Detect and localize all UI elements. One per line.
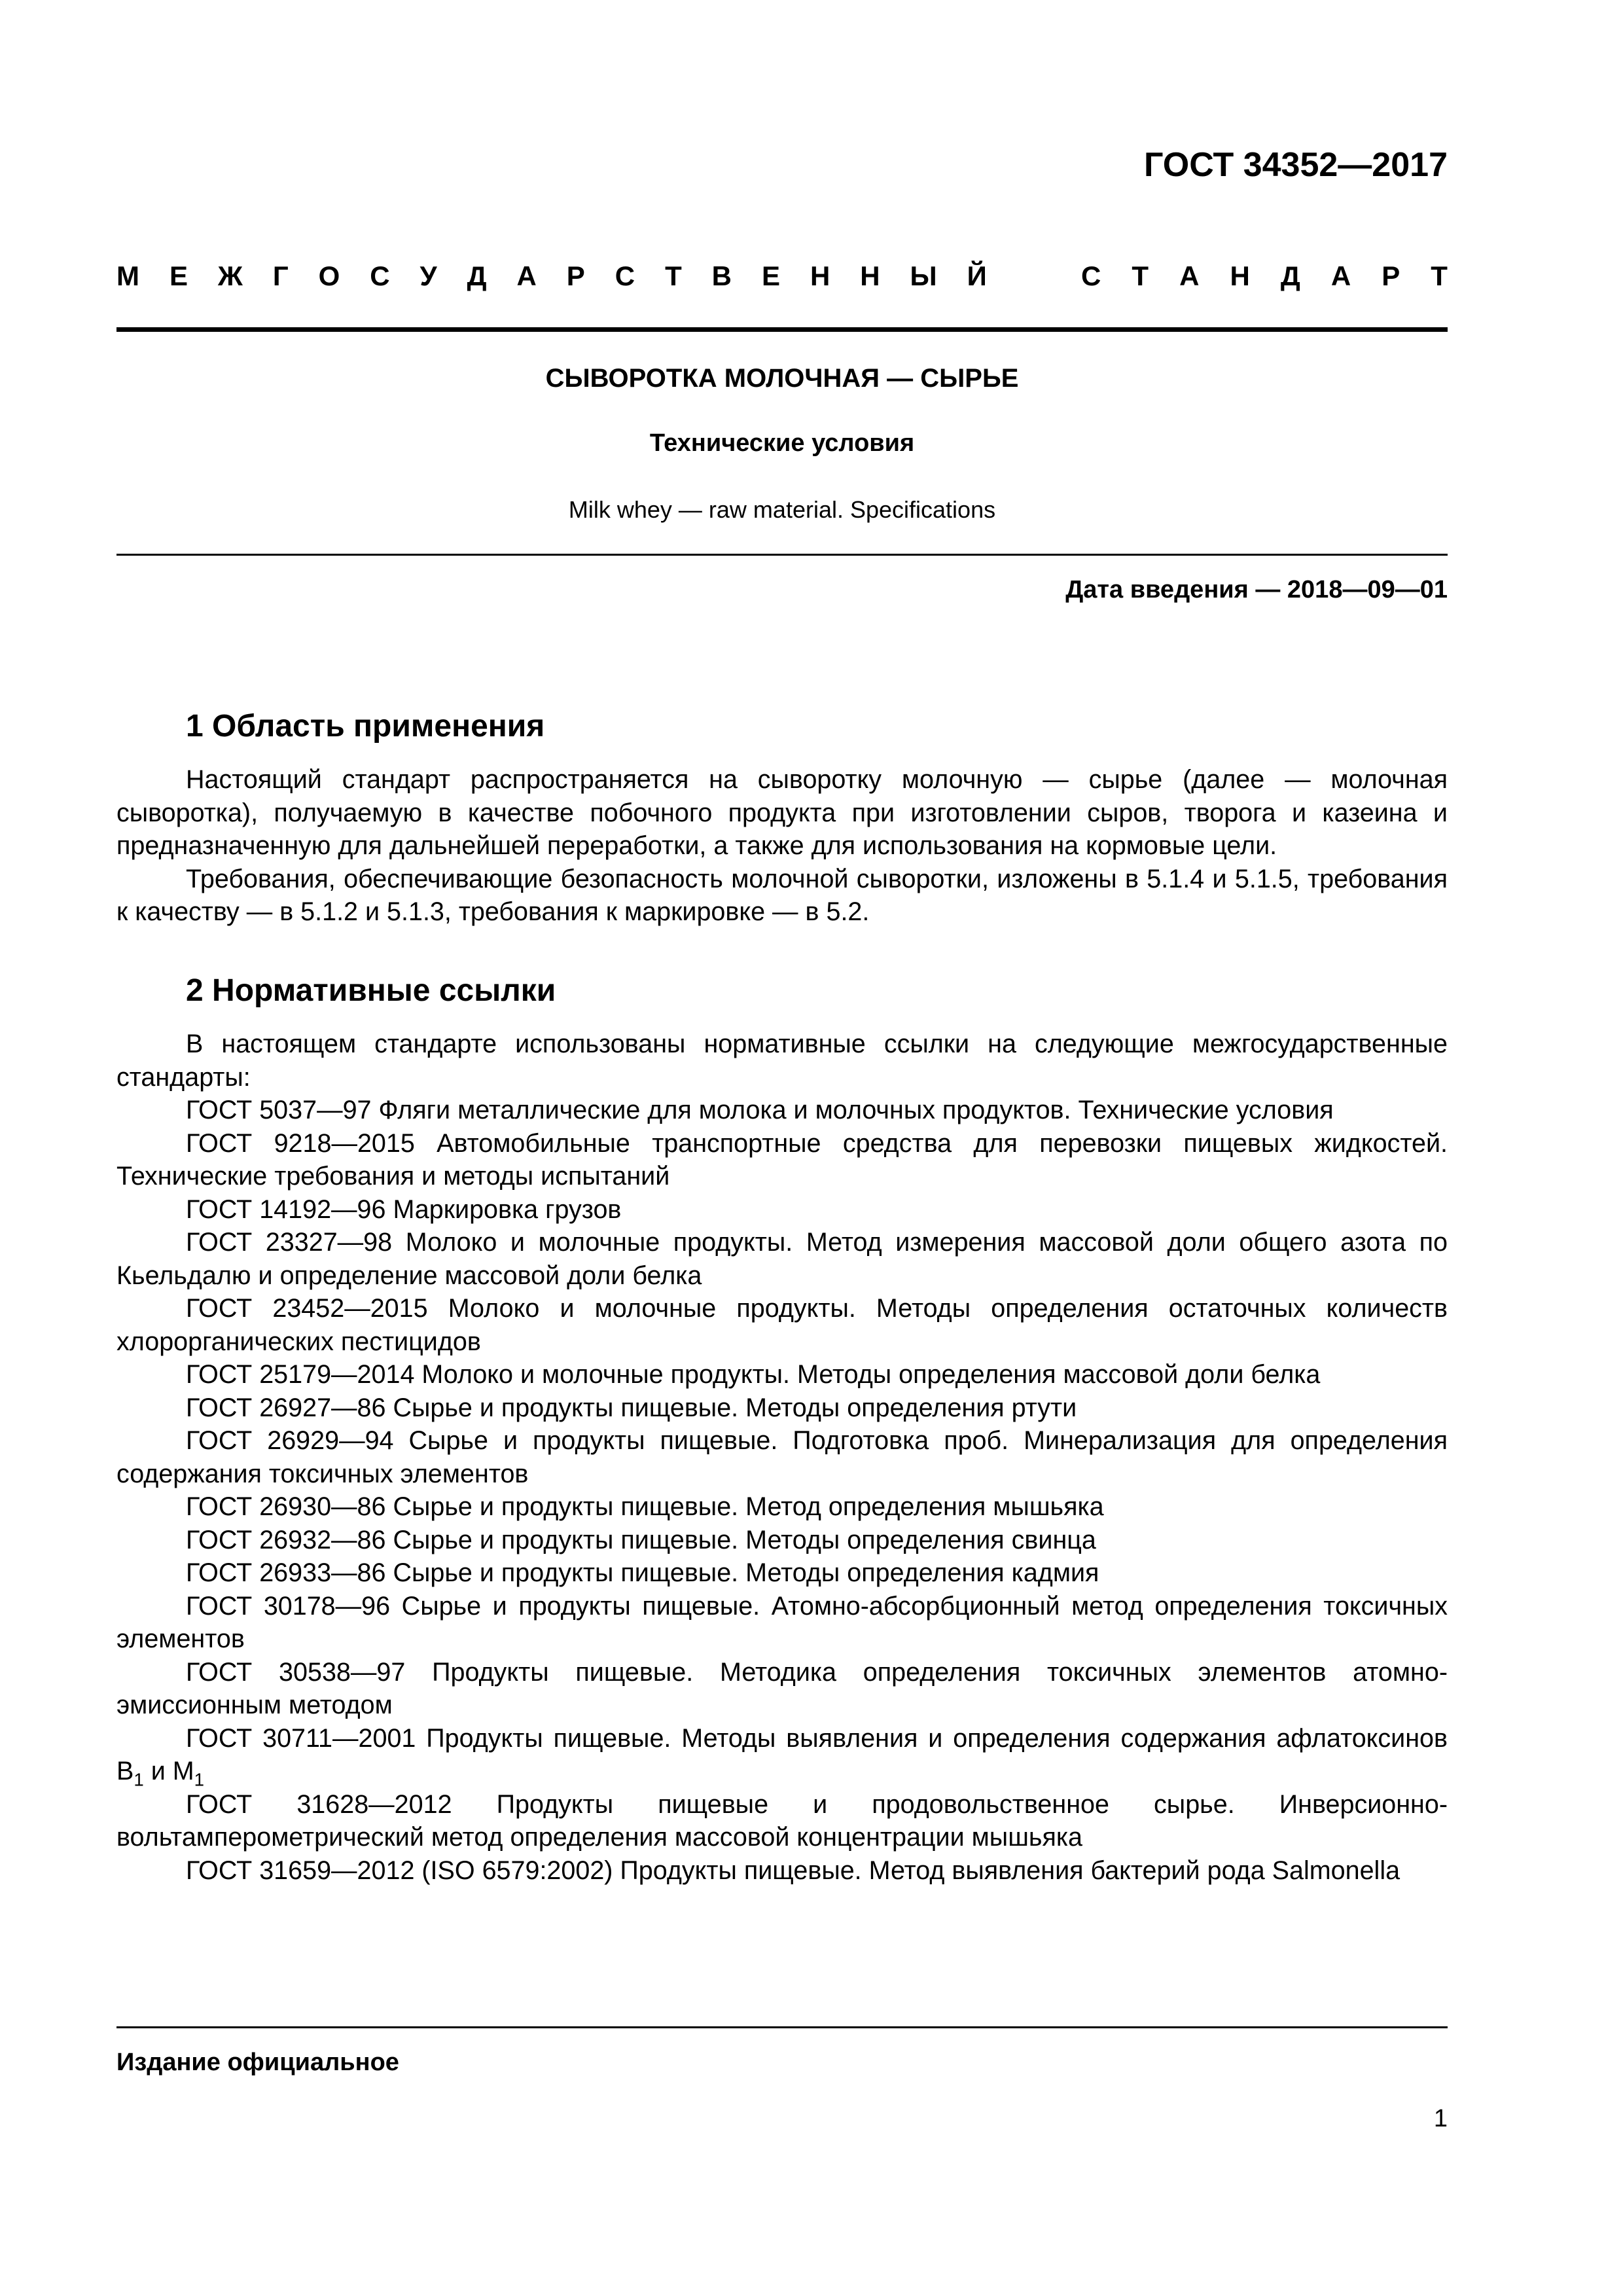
- section-1-heading: 1 Область применения: [186, 709, 545, 744]
- banner-letter: Ж: [217, 260, 243, 291]
- banner-word-standard: [1081, 260, 1448, 292]
- banner-letter: Т: [665, 260, 682, 291]
- reference-item: ГОСТ 9218—2015 Автомобильные транспортные средства для перевозки пищевых жидкостей. Технические требования и методы испытаний: [116, 1128, 1448, 1191]
- banner-letter: Т: [1431, 260, 1448, 291]
- banner-letter: У: [419, 260, 437, 291]
- banner-letter: С: [1081, 260, 1101, 291]
- standard-banner: [116, 257, 1448, 296]
- section-2-body: [116, 1028, 1448, 1887]
- banner-letter: Р: [1382, 260, 1400, 291]
- page-number: 1: [1433, 2105, 1448, 2132]
- introduction-date: Дата введения — 2018—09—01: [1065, 576, 1448, 603]
- banner-letter: О: [318, 260, 340, 291]
- banner-letter: Д: [467, 260, 487, 291]
- footer-rule: [116, 2026, 1448, 2028]
- banner-letter: А: [1179, 260, 1200, 291]
- gost-number: ГОСТ 34352—2017: [1144, 146, 1448, 184]
- banner-letter: Ы: [910, 260, 937, 291]
- aflatoxin-text: ГОСТ 30711—2001 Продукты пищевые. Методы выявления и определения содержания афлатоксинов В: [116, 1723, 1448, 1785]
- subscript-1: 1: [134, 1769, 144, 1790]
- reference-item-aflatoxin: [116, 1722, 1448, 1788]
- reference-item: ГОСТ 14192—96 Маркировка грузов: [186, 1194, 622, 1224]
- banner-letter: А: [1330, 260, 1351, 291]
- reference-item: ГОСТ 30538—97 Продукты пищевые. Методика определения токсичных элементов атомно-эмиссионным методом: [116, 1657, 1448, 1719]
- reference-item: ГОСТ 30178—96 Сырье и продукты пищевые. Атомно-абсорбционный метод определения токсичных элементов: [116, 1591, 1448, 1653]
- reference-item: ГОСТ 25179—2014 Молоко и молочные продукты. Методы определения массовой доли белка: [186, 1360, 1321, 1389]
- banner-letter: Н: [860, 260, 880, 291]
- banner-word-interstate: [116, 260, 987, 292]
- reference-item: ГОСТ 23327—98 Молоко и молочные продукты. Метод измерения массовой доли общего азота по Кьельдалю и определение массовой доли белка: [116, 1228, 1448, 1290]
- subscript-1: 1: [194, 1769, 205, 1790]
- reference-item: ГОСТ 26927—86 Сырье и продукты пищевые. Методы определения ртути: [186, 1393, 1077, 1422]
- banner-letter: С: [370, 260, 390, 291]
- banner-letter: Н: [810, 260, 830, 291]
- banner-letter: В: [711, 260, 732, 291]
- reference-item: ГОСТ 26932—86 Сырье и продукты пищевые. Методы определения свинца: [186, 1525, 1096, 1554]
- reference-item: ГОСТ 23452—2015 Молоко и молочные продукты. Методы определения остаточных количеств хлорорганических пестицидов: [116, 1294, 1448, 1356]
- banner-letter: Д: [1280, 260, 1300, 291]
- banner-letter: М: [116, 260, 139, 291]
- reference-item: ГОСТ 26929—94 Сырье и продукты пищевые. Подготовка проб. Минерализация для определения содержания токсичных элементов: [116, 1426, 1448, 1488]
- section-2-intro: В настоящем стандарте использованы нормативные ссылки на следующие межгосударственные стандарты:: [116, 1030, 1448, 1092]
- section-1-body: [116, 763, 1448, 929]
- section-1-paragraph: Требования, обеспечивающие безопасность молочной сыворотки, изложены в 5.1.4 и 5.1.5, требования к качеству — в 5.1.2 и 5.1.3, требования к маркировке — в 5.2.: [116, 864, 1448, 926]
- banner-letter: Е: [761, 260, 780, 291]
- reference-item: ГОСТ 31659—2012 (ISO 6579:2002) Продукты пищевые. Метод выявления бактерий рода Salmonella: [186, 1856, 1400, 1885]
- banner-letter: Р: [566, 260, 585, 291]
- official-edition-label: Издание официальное: [116, 2049, 399, 2076]
- section-2-heading: 2 Нормативные ссылки: [186, 973, 556, 1008]
- section-1-paragraph: Настоящий стандарт распространяется на сыворотку молочную — сырье (далее — молочная сыворотка), получаемую в качестве побочного продукта при изготовлении сыров, творога и казеина и предназначенную для дальнейшей переработки, а также для использования на кормовые цели.: [116, 765, 1448, 860]
- header-rule: [116, 327, 1448, 332]
- banner-letter: Н: [1230, 260, 1250, 291]
- banner-letter: А: [516, 260, 537, 291]
- banner-letter: Г: [272, 260, 289, 291]
- aflatoxin-and: и М: [143, 1757, 194, 1785]
- banner-letter: С: [615, 260, 635, 291]
- title-rule: [116, 554, 1448, 556]
- banner-letter: Т: [1132, 260, 1149, 291]
- reference-item: ГОСТ 31628—2012 Продукты пищевые и продовольственное сырье. Инверсионно-вольтамперометрический метод определения массовой концентрации мышьяка: [116, 1789, 1448, 1852]
- english-title: Milk whey — raw material. Specifications: [568, 496, 996, 523]
- reference-item: ГОСТ 26930—86 Сырье и продукты пищевые. Метод определения мышьяка: [186, 1492, 1104, 1521]
- reference-item: ГОСТ 5037—97 Фляги металлические для молока и молочных продуктов. Технические условия: [186, 1096, 1334, 1124]
- banner-letter: Е: [169, 260, 188, 291]
- main-title: СЫВОРОТКА МОЛОЧНАЯ — СЫРЬЕ: [545, 364, 1019, 393]
- sub-title: Технические условия: [649, 429, 915, 457]
- banner-letter: Й: [967, 260, 987, 291]
- reference-item: ГОСТ 26933—86 Сырье и продукты пищевые. Методы определения кадмия: [186, 1558, 1099, 1587]
